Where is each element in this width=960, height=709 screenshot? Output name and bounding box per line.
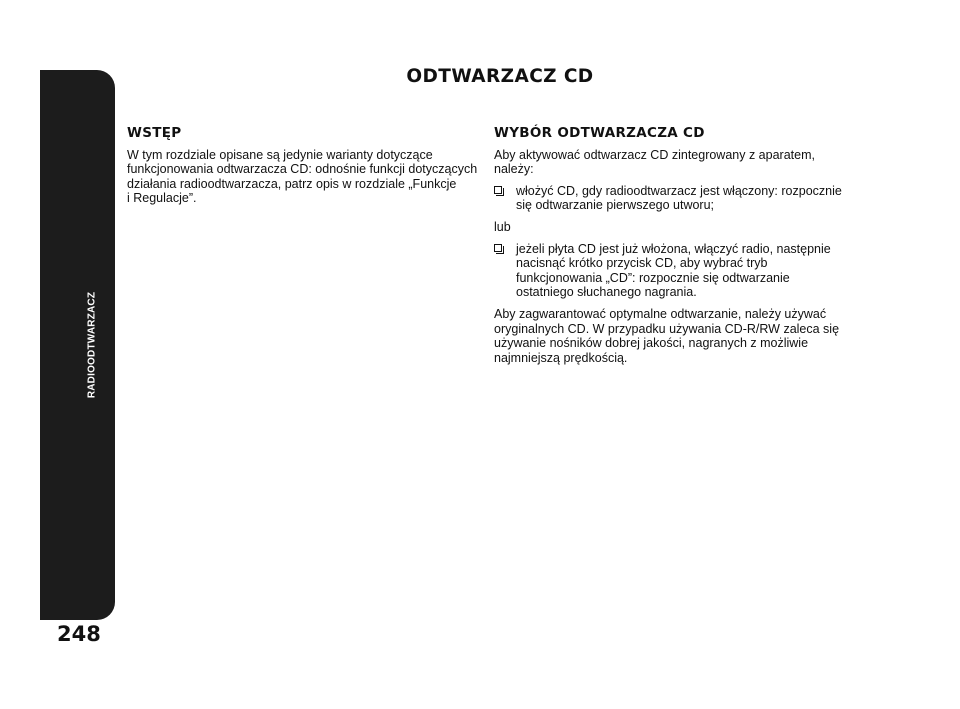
- left-column: [127, 126, 482, 213]
- side-tab-bar: [40, 70, 115, 620]
- section-tab-label: RADIOODTWARZACZ: [86, 291, 98, 399]
- bullet-line: włożyć CD, gdy radioodtwarzacz jest włączony: rozpocznie: [516, 183, 842, 198]
- bullet-line: funkcjonowania „CD”: rozpocznie się odtwarzanie: [516, 270, 790, 285]
- bullet-line: nacisnąć krótko przycisk CD, aby wybrać tryb: [516, 256, 768, 271]
- intro-heading: WSTĘP: [127, 125, 182, 141]
- quality-line: oryginalnych CD. W przypadku używania CD-R/RW zaleca się: [494, 321, 840, 336]
- intro-line: W tym rozdziale opisane są jedynie warianty dotyczące: [127, 147, 433, 162]
- page-number: 248: [57, 622, 101, 646]
- checkbox-bullet-icon: [494, 244, 502, 252]
- checkbox-bullet-icon: [494, 186, 502, 194]
- cd-intro-line: należy:: [494, 162, 534, 177]
- intro-paragraph: [127, 148, 482, 206]
- page-title: ODTWARZACZ CD: [406, 66, 594, 87]
- bullet-item-cd-inserted: [494, 242, 874, 300]
- intro-line: i Regulacje”.: [127, 191, 197, 206]
- quality-line: Aby zagwarantować optymalne odtwarzanie, należy używać: [494, 306, 827, 321]
- bullet-text: [516, 242, 874, 300]
- bullet-item-insert-cd: [494, 184, 874, 213]
- or-text: lub: [494, 219, 511, 234]
- cd-intro-paragraph: [494, 148, 874, 177]
- bullet-line: jeżeli płyta CD jest już włożona, włączyć radio, następnie: [516, 241, 831, 256]
- quality-line: używanie nośników dobrej jakości, nagranych z możliwie: [494, 336, 809, 351]
- cd-intro-line: Aby aktywować odtwarzacz CD zintegrowany z aparatem,: [494, 147, 815, 162]
- intro-line: funkcjonowania odtwarzacza CD: odnośnie funkcji dotyczących: [127, 162, 478, 177]
- bullet-line: się odtwarzanie pierwszego utworu;: [516, 198, 715, 213]
- intro-line: działania radioodtwarzacza, patrz opis w rozdziale „Funkcje: [127, 176, 457, 191]
- cd-selection-heading: WYBÓR ODTWARZACZA CD: [494, 125, 705, 141]
- cd-quality-paragraph: [494, 307, 874, 365]
- right-column: [494, 126, 874, 372]
- quality-line: najmniejszą prędkością.: [494, 350, 628, 365]
- bullet-line: ostatniego słuchanego nagrania.: [516, 285, 697, 300]
- bullet-text: [516, 184, 874, 213]
